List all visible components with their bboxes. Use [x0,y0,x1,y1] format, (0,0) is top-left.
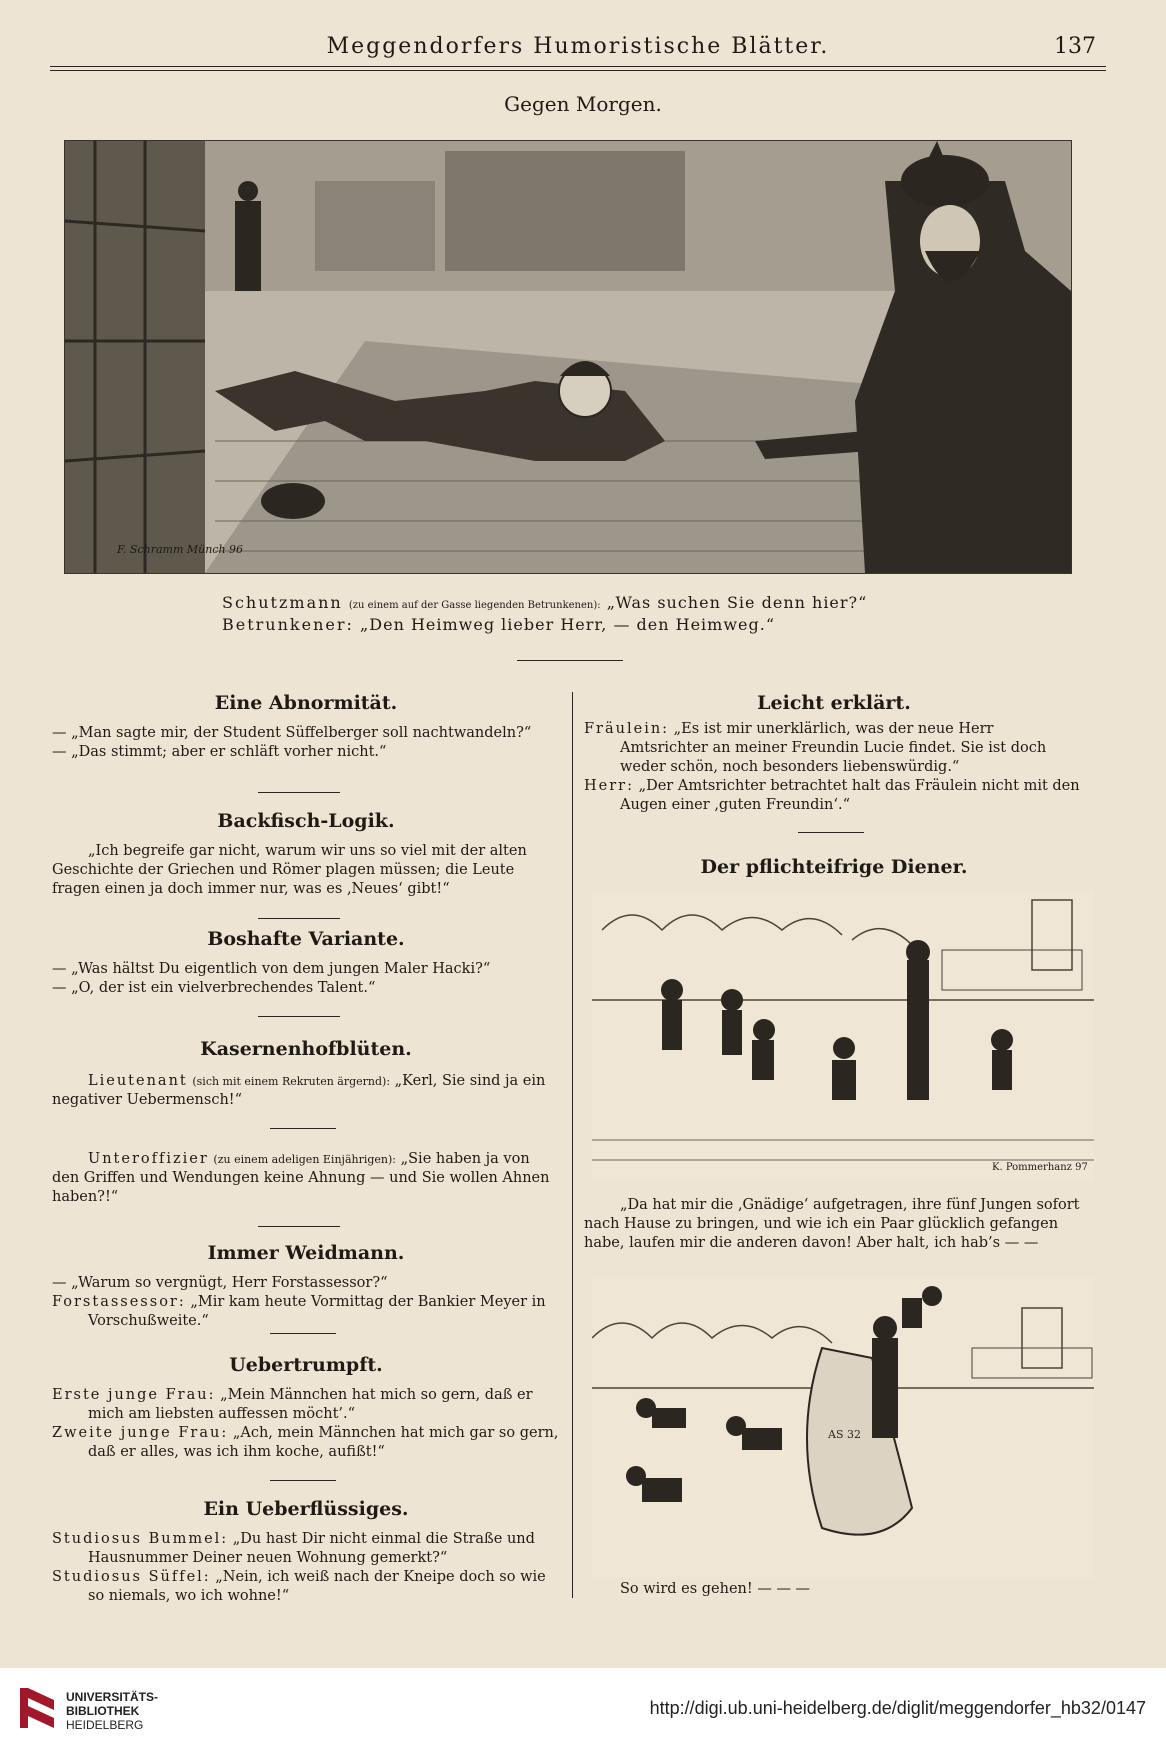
speaker: Herr: [584,778,634,794]
speech: „Mein Männchen hat mich so gern, daß er mich am liebsten auffessen möcht’.“ [88,1387,533,1422]
dialog-line: — „Das stimmt; aber er schläft vorher nicht.“ [52,744,387,760]
dialog-line [52,1530,560,1568]
speaker: Erste junge Frau: [52,1387,216,1403]
speech: „Ach, mein Männchen hat mich gar so gern, daß er alles, was ich ihm koche, aufißt!“ [88,1425,559,1460]
divider [270,1480,336,1481]
speaker: Lieutenant [88,1073,188,1089]
speech: „Mir kam heute Vormittag der Bankier Meyer in Vorschußweite.“ [88,1294,546,1329]
divider [258,1226,340,1227]
caption-speaker-1: Schutzmann [222,593,343,612]
section-title-backfisch: Backfisch-Logik. [217,810,395,832]
section-title-weidmann: Immer Weidmann. [207,1242,405,1264]
header-rule-bottom [50,70,1106,71]
paragraph: „Da hat mir die ‚Gnädige‘ aufgetragen, ihre fünf Jungen sofort nach Hause zu bringen, und wie ich ein Paar glücklich gefangen habe, laufen mir die anderen davon! Aber halt, ich hab’s — — [584,1197,1080,1251]
speech: „Sie haben ja von den Griffen und Wendungen keine Ahnung — und Sie wollen Ahnen haben?!“ [52,1151,550,1205]
stage-note: (sich mit einem Rekruten ärgernd): [192,1075,391,1088]
divider [270,1333,336,1334]
dialog-line [584,720,1084,777]
dialog-line [52,1568,560,1606]
section-title-kasernenhof: Kasernenhofblüten. [200,1038,412,1060]
speech: „Der Amtsrichter betrachtet halt das Fräulein nicht mit den Augen einer ‚guten Freundin‘.“ [620,778,1080,813]
section-kasernenhof-part-1 [52,1072,560,1110]
dialog-line: — „Was hältst Du eigentlich von dem jungen Maler Hacki?“ [52,961,491,977]
diener-cartoon-2 [592,1278,1094,1578]
section-title-uebertrumpft: Uebertrumpft. [229,1354,383,1376]
park-scene-drawing-1 [592,890,1094,1182]
diener-cartoon-signature: K. Pommerhanz 97 [992,1162,1088,1173]
page-header [50,28,1106,68]
library-name [66,1690,158,1732]
journal-title: Meggendorfers Humoristische Blätter. [326,34,830,59]
divider [258,792,340,793]
dialog-line: — „Warum so vergnügt, Herr Forstassessor?“ [52,1275,388,1291]
section-title-variante: Boshafte Variante. [207,928,405,950]
main-cartoon-title: Gegen Morgen. [504,92,662,116]
speaker: Fräulein: [584,721,670,737]
dialog-line: — „O, der ist ein vielverbrechendes Talent.“ [52,980,376,996]
speaker: Forstassessor: [52,1294,186,1310]
caption-text-1: „Was suchen Sie denn hier?“ [606,593,868,612]
stage-note: (zu einem adeligen Einjährigen): [213,1153,396,1166]
dialog-line [52,1150,560,1207]
divider [798,832,864,833]
speaker: Studiosus Süffel: [52,1569,211,1585]
dialog-line: — „Man sagte mir, der Student Süffelberger soll nachtwandeln?“ [52,725,532,741]
main-caption-line-2 [222,614,775,636]
dialog-line [52,1293,560,1331]
speaker: Zweite junge Frau: [52,1425,229,1441]
dialog-line [52,1386,560,1424]
dialog-line [52,1072,560,1110]
divider [258,918,340,919]
section-backfisch-body [52,842,560,899]
section-variante-body [52,960,560,998]
section-leicht-erklaert-body [584,720,1084,815]
university-library-logo-icon [18,1684,58,1734]
paragraph: So wird es gehen! — — — [620,1581,811,1597]
section-kasernenhof-part-2 [52,1150,560,1207]
street-scene-drawing [65,141,1071,573]
speech: „Kerl, Sie sind ja ein negativer Uebermensch!“ [52,1073,546,1108]
section-abnormitaet-body [52,724,560,762]
caption-text-2: „Den Heimweg lieber Herr, — den Heimweg.“ [359,615,776,634]
section-ueberfluessiges-body [52,1530,560,1606]
sack-label: AS 32 [828,1428,861,1441]
section-title-abnormitaet: Eine Abnormität. [214,692,398,714]
section-weidmann-body [52,1274,560,1331]
main-cartoon-signature: F. Schramm Münch 96 [117,543,244,556]
section-title-diener: Der pflichteifrige Diener. [700,856,968,878]
section-title-leicht-erklaert: Leicht erklärt. [757,692,911,714]
source-url-link[interactable]: http://digi.ub.uni-heidelberg.de/diglit/meggendorfer_hb32/0147 [649,1698,1146,1718]
library-name-line: UNIVERSITÄTS- [66,1690,159,1704]
page-number: 137 [1054,34,1096,59]
section-title-ueberfluessiges: Ein Ueberflüssiges. [203,1498,409,1520]
speaker: Studiosus Bummel: [52,1531,229,1547]
library-name-line: HEIDELBERG [66,1718,144,1732]
dialog-line [584,777,1084,815]
speaker: Unteroffizier [88,1151,209,1167]
library-name-line: BIBLIOTHEK [66,1704,140,1718]
main-cartoon-illustration [64,140,1072,574]
caption-speaker-2: Betrunkener: [222,615,354,634]
speech: „Du hast Dir nicht einmal die Straße und Hausnummer Deiner neuen Wohnung gemerkt?“ [88,1531,535,1566]
section-uebertrumpft-body [52,1386,560,1462]
library-footer [0,1668,1166,1755]
diener-end-line [620,1580,1060,1599]
diener-cartoon-1 [592,890,1094,1182]
dialog-line [52,1424,560,1462]
caption-note-1: (zu einem auf der Gasse liegenden Betrunkenen): [348,600,601,611]
speech: „Nein, ich weiß nach der Kneipe doch so wie so niemals, wo ich wohne!“ [88,1569,546,1604]
paragraph: „Ich begreife gar nicht, warum wir uns so viel mit der alten Geschichte der Griechen und Römer plagen müssen; die Leute fragen einen ja doch immer nur, was es ‚Neues‘ gibt!“ [52,843,527,897]
header-rule-top [50,66,1106,67]
speech: „Es ist mir unerklärlich, was der neue Herr Amtsrichter an meiner Freundin Lucie findet. Sie ist doch weder schön, noch besonders liebenswürdig.“ [620,721,1047,775]
divider [258,1016,340,1017]
divider [517,660,623,661]
column-divider [572,692,573,1598]
divider [270,1128,336,1129]
diener-caption [584,1196,1084,1253]
